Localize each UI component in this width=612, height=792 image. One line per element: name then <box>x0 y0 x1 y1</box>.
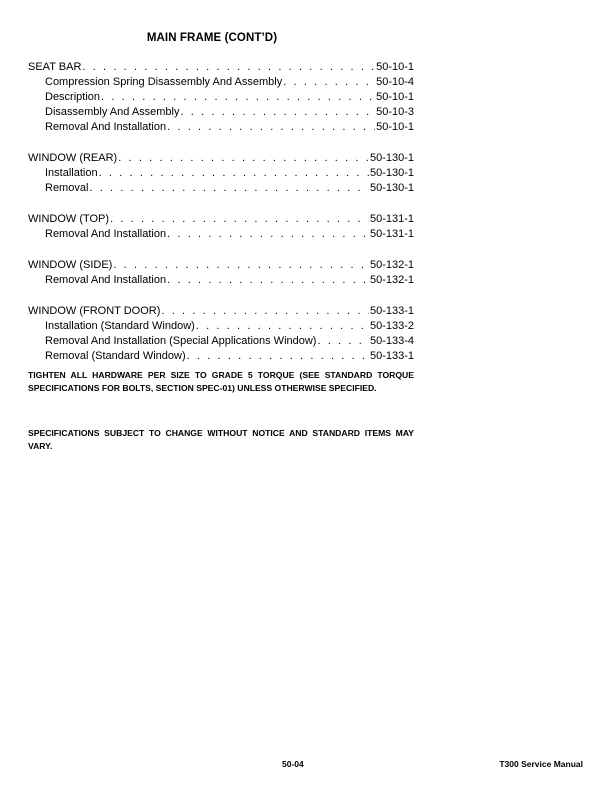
toc-entry-page: 50-133-1 <box>369 305 414 317</box>
toc-subentry[interactable] <box>28 90 414 105</box>
toc-entry-label: WINDOW (REAR) <box>28 152 118 164</box>
toc-entry-page: 50-131-1 <box>369 213 414 225</box>
specifications-notice: SPECIFICATIONS SUBJECT TO CHANGE WITHOUT NOTICE AND STANDARD ITEMS MAY VARY. <box>28 428 414 451</box>
toc-entry-label: Removal (Standard Window) <box>45 350 186 362</box>
toc-entry-page: 50-10-3 <box>376 106 414 118</box>
dot-leader <box>283 75 375 90</box>
toc-entry-page: 50-131-1 <box>369 228 414 240</box>
dot-leader <box>167 227 369 242</box>
toc-entry-label: Removal <box>45 182 89 194</box>
torque-notice: TIGHTEN ALL HARDWARE PER SIZE TO GRADE 5 TORQUE (SEE STANDARD TORQUE SPECIFICATIONS FOR BOLTS, SECTION SPEC-01) UNLESS OTHERWISE SPECIFIED. <box>28 370 414 393</box>
toc-subentry[interactable] <box>28 181 414 196</box>
toc-entry-label: Description <box>45 91 101 103</box>
table-of-contents <box>28 60 414 380</box>
toc-subentry[interactable] <box>28 105 414 120</box>
dot-leader <box>196 319 369 334</box>
toc-group-window-front-door <box>28 304 414 364</box>
toc-entry-page: 50-130-1 <box>369 152 414 164</box>
toc-entry-label: Removal And Installation <box>45 121 167 133</box>
toc-group-window-side <box>28 258 414 288</box>
toc-group-seat-bar <box>28 60 414 135</box>
dot-leader <box>187 349 369 364</box>
toc-entry-page: 50-133-4 <box>369 335 414 347</box>
dot-leader <box>161 304 369 319</box>
dot-leader <box>167 273 369 288</box>
toc-entry[interactable] <box>28 258 414 273</box>
toc-entry-page: 50-10-4 <box>376 76 414 88</box>
toc-entry-page: 50-10-1 <box>376 61 414 73</box>
toc-entry-label: Installation (Standard Window) <box>45 320 195 332</box>
toc-group-window-rear <box>28 151 414 196</box>
toc-entry-page: 50-133-2 <box>369 320 414 332</box>
dot-leader <box>99 166 369 181</box>
dot-leader <box>113 258 369 273</box>
dot-leader <box>118 151 369 166</box>
toc-subentry[interactable] <box>28 120 414 135</box>
footer-manual-title: T300 Service Manual <box>499 759 583 769</box>
dot-leader <box>181 105 376 120</box>
toc-entry-page: 50-130-1 <box>369 182 414 194</box>
page-title: MAIN FRAME (CONT’D) <box>146 32 278 44</box>
toc-entry-label: SEAT BAR <box>28 61 82 73</box>
toc-subentry[interactable] <box>28 334 414 349</box>
toc-entry-label: Removal And Installation <box>45 228 167 240</box>
toc-entry[interactable] <box>28 212 414 227</box>
toc-entry-page: 50-132-1 <box>369 274 414 286</box>
toc-subentry[interactable] <box>28 319 414 334</box>
toc-entry-label: Removal And Installation <box>45 274 167 286</box>
toc-entry[interactable] <box>28 60 414 75</box>
toc-entry-page: 50-133-1 <box>369 350 414 362</box>
toc-subentry[interactable] <box>28 75 414 90</box>
toc-subentry[interactable] <box>28 349 414 364</box>
toc-subentry[interactable] <box>28 166 414 181</box>
footer-page-number: 50-04 <box>282 759 304 769</box>
toc-entry[interactable] <box>28 304 414 319</box>
toc-subentry[interactable] <box>28 227 414 242</box>
toc-entry-page: 50-10-1 <box>376 121 414 133</box>
toc-entry-label: WINDOW (TOP) <box>28 213 110 225</box>
dot-leader <box>167 120 375 135</box>
dot-leader <box>89 181 369 196</box>
toc-group-window-top <box>28 212 414 242</box>
toc-entry-label: Removal And Installation (Special Applications Window) <box>45 335 317 347</box>
toc-entry-label: WINDOW (FRONT DOOR) <box>28 305 161 317</box>
dot-leader <box>101 90 375 105</box>
toc-entry[interactable] <box>28 151 414 166</box>
toc-subentry[interactable] <box>28 273 414 288</box>
dot-leader <box>110 212 369 227</box>
toc-entry-page: 50-130-1 <box>369 167 414 179</box>
toc-entry-label: Disassembly And Assembly <box>45 106 180 118</box>
toc-entry-label: Compression Spring Disassembly And Assembly <box>45 76 283 88</box>
toc-entry-page: 50-132-1 <box>369 259 414 271</box>
toc-entry-label: WINDOW (SIDE) <box>28 259 113 271</box>
toc-entry-page: 50-10-1 <box>376 91 414 103</box>
dot-leader <box>317 334 368 349</box>
dot-leader <box>82 60 375 75</box>
toc-entry-label: Installation <box>45 167 98 179</box>
